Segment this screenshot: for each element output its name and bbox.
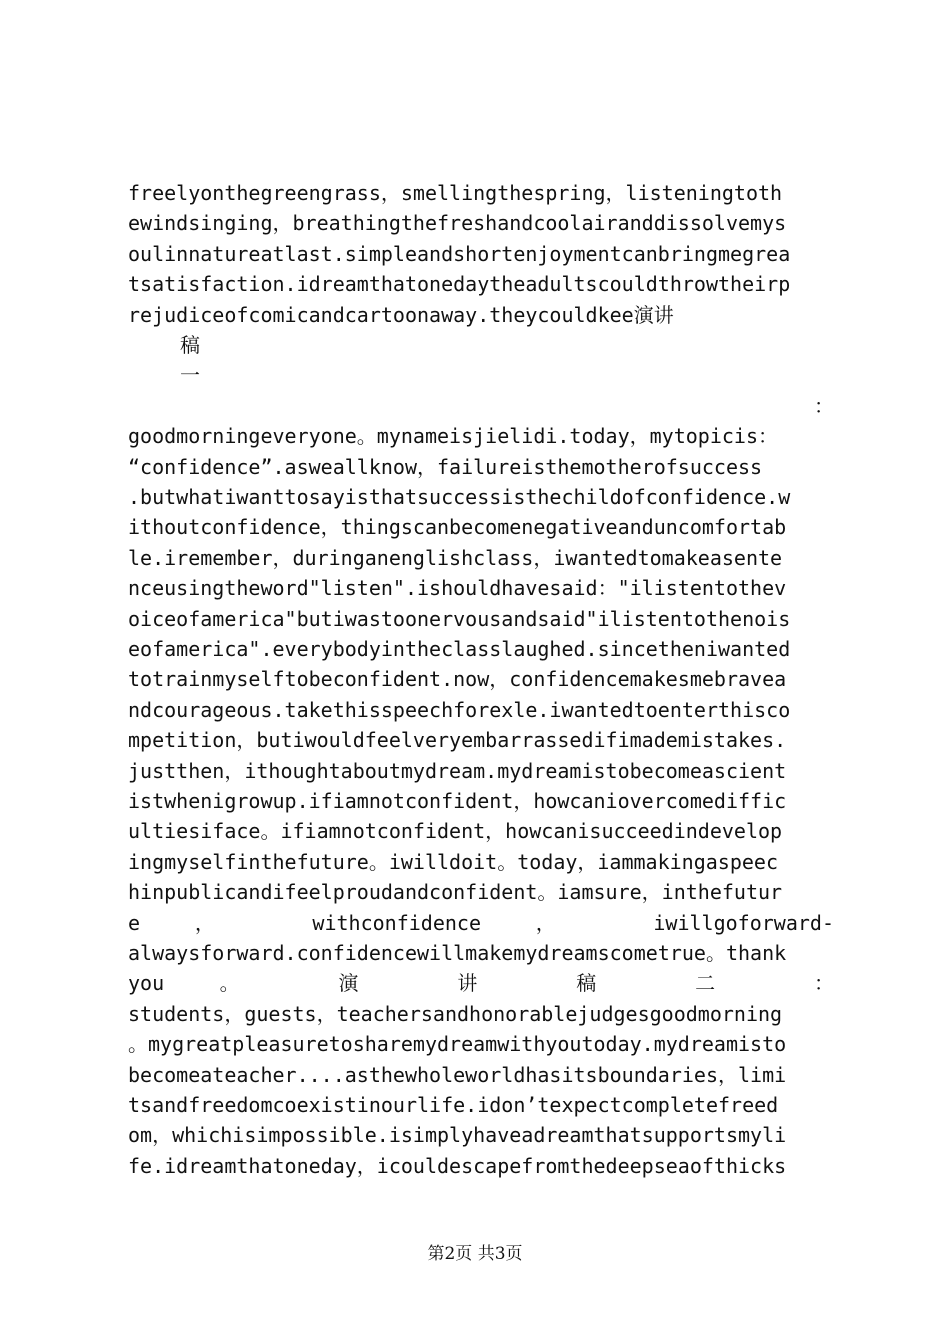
text-line: oiceofamerica"butiwastoonervousandsaid"ilistentothenois	[128, 607, 791, 631]
text-line: le.iremember，duringanenglishclass，iwantedtomakeasente	[128, 546, 783, 570]
text-line: om，whichisimpossible.isimplyhaveadreamthatsupportsmyli	[128, 1123, 787, 1147]
text-line: 稿	[180, 333, 200, 357]
text-line: justthen，ithoughtaboutmydream.mydreamistobecomeascient	[128, 759, 787, 783]
text-line: oulinnatureatlast.simpleandshortenjoymentcanbringmegrea	[128, 242, 791, 266]
text-line: alwaysforward.confidencewillmakemydreamscometrue。thank	[128, 941, 787, 965]
text-line: mpetition，butiwouldfeelveryembarrassedifimademistakes.	[128, 728, 787, 752]
text-line: freelyonthegreengrass，smellingthespring，listeningtoth	[128, 181, 783, 205]
text-line: ndcourageous.takethisspeechforexle.iwantedtoenterthisco	[128, 698, 791, 722]
page-number-footer: 第2页 共3页	[427, 1244, 523, 1264]
text-line: tsatisfaction.idreamthatonedaytheadultscouldthrowtheirp	[128, 272, 791, 296]
text-line: ithoutconfidence，thingscanbecomenegativeanduncomfortab	[128, 515, 787, 539]
text-line: e ， withconfidence ， iwillgoforward-	[128, 911, 834, 935]
text-line: hinpublicandifeelproudandconfident。iamsure，inthefutur	[128, 880, 783, 904]
text-line: goodmorningeveryone。mynameisjielidi.today，mytopicis：	[128, 424, 779, 448]
text-line: rejudiceofcomicandcartoonaway.theycouldkee演讲	[128, 303, 674, 327]
text-line: becomeateacher....asthewholeworldhasitsboundaries，limi	[128, 1063, 787, 1087]
text-line: 一	[180, 363, 200, 387]
text-line: eofamerica".everybodyintheclasslaughed.sincetheniwanted	[128, 637, 791, 661]
text-line: students，guests，teachersandhonorablejudgesgoodmorning	[128, 1002, 783, 1026]
text-line: istwhenigrowup.ifiamnotconfident，howcaniovercomediffic	[128, 789, 787, 813]
text-line: nceusingtheword"listen".ishouldhavesaid："ilistentothev	[128, 576, 787, 600]
text-line: .butwhatiwanttosayisthatsuccessisthechildofconfidence.w	[128, 485, 791, 509]
text-line: 。mygreatpleasuretosharemydreamwithyoutoday.mydreamisto	[128, 1032, 787, 1056]
text-line: ：	[814, 394, 834, 418]
text-line: you 。 演 讲 稿 二 ：	[128, 971, 834, 995]
text-line: ingmyselfinthefuture。iwilldoit。today，iammakingaspeec	[128, 850, 779, 874]
text-line: ultiesiface。ifiamnotconfident，howcanisucceedindevelop	[128, 819, 783, 843]
text-line: tsandfreedomcoexistinourlife.idon’texpectcompletefreed	[128, 1093, 779, 1117]
text-line: ewindsinging，breathingthefreshandcoolairanddissolvemys	[128, 211, 787, 235]
text-line: fe.idreamthatoneday，icouldescapefromthedeepseaofthicks	[128, 1154, 787, 1178]
text-line: “confidence”.asweallknow，failureisthemotherofsuccess	[128, 455, 763, 479]
text-line: totrainmyselftobeconfident.now，confidencemakesmebravea	[128, 667, 787, 691]
